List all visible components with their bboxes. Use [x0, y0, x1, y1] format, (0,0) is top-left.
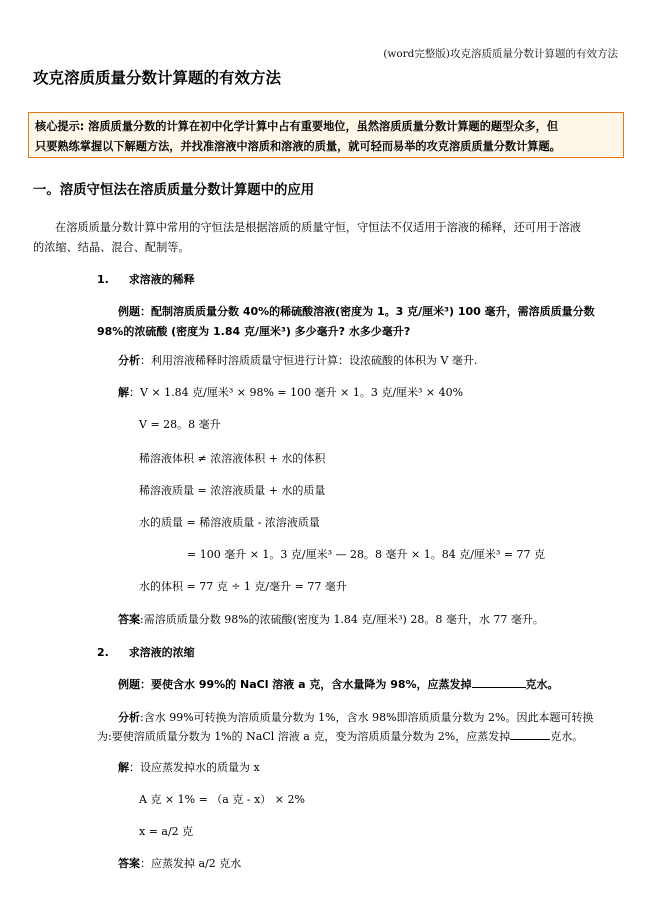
part2-heading: 2. 求溶液的浓缩: [97, 646, 195, 659]
part1-note3: 水的质量 = 稀溶液质量 - 浓溶液质量: [139, 516, 320, 529]
part1-solution: 解：V × 1.84 克/厘米³ × 98% = 100 毫升 × 1。3 克/厘米³ × 40%: [118, 386, 464, 399]
part1-example-line1: 例题：配制溶质质量分数 40%的稀硫酸溶液(密度为 1。3 克/厘米³) 100 毫升，需溶质质量分数: [118, 305, 595, 318]
part1-note2: 稀溶液质量 = 浓溶液质量 + 水的质量: [139, 484, 326, 497]
part2-equation: A 克 × 1% = （a 克 - x） × 2%: [139, 793, 305, 806]
part1-example-line2: 98%的浓硫酸 (密度为 1.84 克/厘米³) 多少毫升? 水多少毫升?: [97, 325, 411, 338]
part2-example: 例题：要使含水 99%的 NaCl 溶液 a 克，含水量降为 98%，应蒸发掉 克水。: [118, 678, 559, 691]
key-tip-box: [28, 112, 624, 158]
part1-heading: 1. 求溶液的稀释: [97, 273, 195, 286]
key-tip-line1: 核心提示: 溶质质量分数的计算在初中化学计算中占有重要地位，虽然溶质质量分数计算题的题型众多，但: [35, 120, 559, 133]
answer-blank: [472, 676, 526, 688]
part2-x-result: x = a/2 克: [139, 825, 194, 838]
part1-calc: = 100 毫升 × 1。3 克/厘米³ — 28。8 毫升 × 1。84 克/厘米³ = 77 克: [187, 548, 546, 561]
part1-v-result: V = 28。8 毫升: [139, 418, 221, 431]
part1-water-volume: 水的体积 = 77 克 ÷ 1 克/毫升 = 77 毫升: [139, 580, 347, 593]
part2-solution: 解：设应蒸发掉水的质量为 x: [118, 761, 260, 774]
part2-analysis-line2: 为:要使溶质质量分数为 1%的 NaCl 溶液 a 克，变为溶质质量分数为 2%，应蒸发掉 克水。: [97, 730, 584, 743]
key-tip-line2: 只要熟练掌握以下解题方法，并找准溶液中溶质和溶液的质量，就可轻而易举的攻克溶质质量分数计算题。: [35, 140, 561, 153]
running-header: (word完整版)攻克溶质质量分数计算题的有效方法: [383, 48, 618, 60]
part2-answer: 答案：应蒸发掉 a/2 克水: [118, 857, 242, 870]
part1-answer: 答案:需溶质质量分数 98%的浓硫酸(密度为 1.84 克/厘米³) 28。8 毫升，水 77 毫升。: [118, 613, 544, 626]
key-tip-label: 核心提示: [35, 120, 80, 133]
answer-blank: [510, 728, 550, 740]
part2-analysis-line1: 分析:含水 99%可转换为溶质质量分数为 1%，含水 98%即溶质质量分数为 2%。因此本题可转换: [118, 711, 594, 724]
section-heading: 一。溶质守恒法在溶质质量分数计算题中的应用: [33, 183, 315, 198]
section-intro: 在溶质质量分数计算中常用的守恒法是根据溶质的质量守恒，守恒法不仅适用于溶液的稀释，还可用于溶液 的浓缩、结晶、混合、配制等。: [33, 221, 581, 254]
document-title: 攻克溶质质量分数计算题的有效方法: [33, 69, 282, 87]
part1-note1: 稀溶液体积 ≠ 浓溶液体积 + 水的体积: [139, 452, 326, 465]
part1-analysis: 分析：利用溶液稀释时溶质质量守恒进行计算：设浓硫酸的体积为 V 毫升.: [118, 354, 478, 367]
